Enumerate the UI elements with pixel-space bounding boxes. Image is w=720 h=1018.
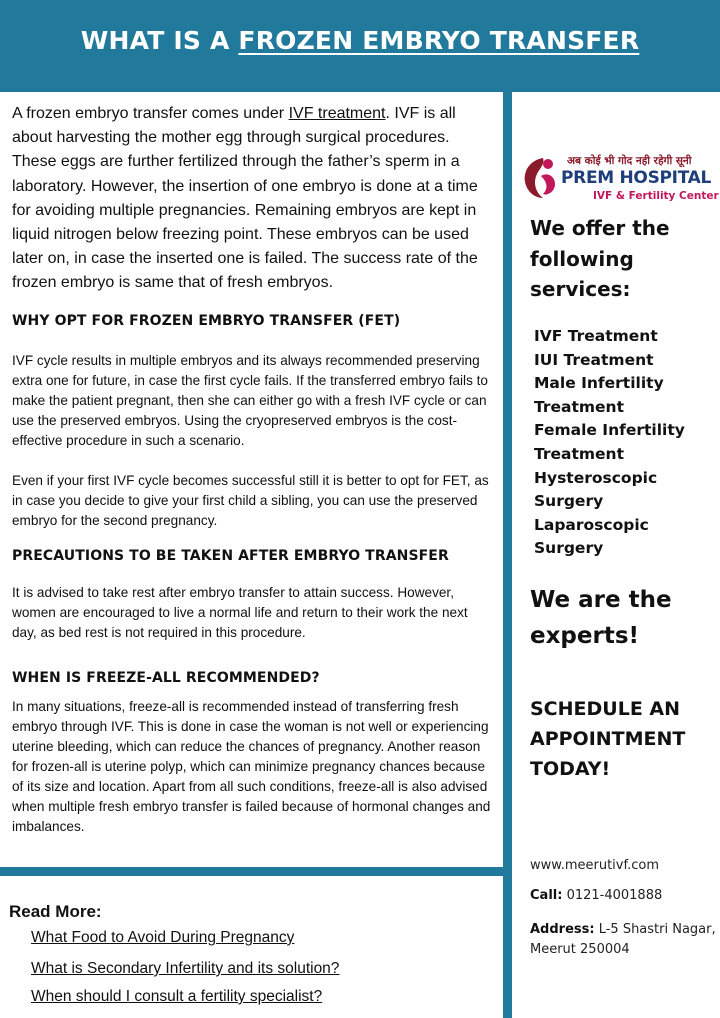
header-banner [0, 0, 720, 92]
page-title-underlined: FROZEN EMBRYO TRANSFER [238, 26, 640, 55]
schedule-cta: SCHEDULE AN APPOINTMENT TODAY! [530, 698, 686, 780]
page-title-prefix: WHAT IS A [80, 26, 239, 55]
intro-paragraph [12, 102, 494, 296]
logo-tagline: अब कोई भी गोद नही रहेगी सूनी [567, 155, 692, 167]
read-more-link-secondary-infertility[interactable]: What is Secondary Infertility and its solution? [31, 960, 340, 977]
section-paragraph: In many situations, freeze-all is recommended instead of transferring fresh embryo through IVF. This is done in case the woman is not well or experiencing uterine bleeding, which can reduce the chances of pregnancy. Another reason for frozen-all is uterine polyp, which can minimize pregnancy chances because of its size and location. Apart from all such conditions, freeze-all is also advised when multiple fresh embryo transfer is failed because of hormonal changes and imbalances. [12, 699, 491, 834]
call-label: Call: [530, 888, 563, 903]
read-more-link-fertility-specialist[interactable]: When should I consult a fertility specialist? [31, 988, 323, 1005]
logo-name: PREM HOSPITAL [561, 168, 712, 188]
address-value: L-5 Shastri Nagar, Meerut 250004 [530, 922, 716, 957]
section-paragraph: Even if your first IVF cycle becomes successful still it is better to opt for FET, as in case you decide to give your first child a sibling, you can use the preserved embryo for the second pregnancy. [12, 473, 489, 528]
ivf-treatment-link[interactable]: IVF treatment [288, 105, 386, 122]
service-item: Female Infertility Treatment [534, 421, 685, 463]
service-item: Male Infertility Treatment [534, 374, 664, 416]
services-list [534, 325, 719, 561]
services-heading: We offer the following services: [530, 216, 670, 301]
intro-block [12, 102, 494, 296]
read-more-label: Read More: [9, 902, 102, 921]
service-item: IVF Treatment [534, 327, 658, 345]
section-heading-precautions: PRECAUTIONS TO BE TAKEN AFTER EMBRYO TRANSFER [12, 548, 449, 564]
section-heading-why-fet: WHY OPT FOR FROZEN EMBRYO TRANSFER (FET) [12, 313, 401, 329]
service-item: Laparoscopic Surgery [534, 515, 649, 558]
address-label: Address: [530, 922, 595, 937]
section-paragraph: It is advised to take rest after embryo transfer to attain success. However, women are encouraged to live a normal life and return to their work the next day, as bed rest is not required in this procedure. [12, 585, 468, 640]
section-heading-freeze-all: WHEN IS FREEZE-ALL RECOMMENDED? [12, 670, 320, 686]
address-info [530, 920, 718, 960]
page-title [0, 26, 720, 55]
vertical-divider [503, 92, 512, 1018]
intro-text-start: A frozen embryo transfer comes under [12, 105, 289, 122]
intro-text-end: . IVF is all about harvesting the mother egg through surgical procedures. These eggs are further fertilized through the father’s sperm in a laboratory. However, the insertion of one embryo is done at a time for avoiding multiple pregnancies. Remaining embryos are kept in liquid nitrogen below freezing point. These embryos can be used later on, in case the inserted one is failed. The success rate of the frozen embryo is same that of fresh embryos. [12, 105, 478, 292]
website-link[interactable]: www.meerutivf.com [530, 858, 660, 873]
call-info [530, 886, 720, 906]
horizontal-divider [0, 867, 512, 876]
mother-child-logo-icon [521, 154, 561, 200]
read-more-link-pregnancy-food[interactable]: What Food to Avoid During Pregnancy [31, 929, 295, 946]
hospital-logo [521, 150, 719, 206]
section-paragraph: IVF cycle results in multiple embryos and its always recommended preserving extra one for future, in case the first cycle fails. If the transferred embryo fails to make the patient pregnant, then she can either go with a fresh IVF cycle or can use the preserved embryos. Using the cryopreserved embryos is the cost-effective procedure in such a scenario. [12, 353, 488, 448]
service-item: IUI Treatment [534, 350, 654, 369]
logo-subtitle: IVF & Fertility Center [593, 190, 719, 202]
service-item: Hysteroscopic Surgery [534, 468, 658, 511]
call-number[interactable]: 0121-4001888 [562, 888, 663, 903]
experts-heading: We are the experts! [530, 587, 672, 649]
